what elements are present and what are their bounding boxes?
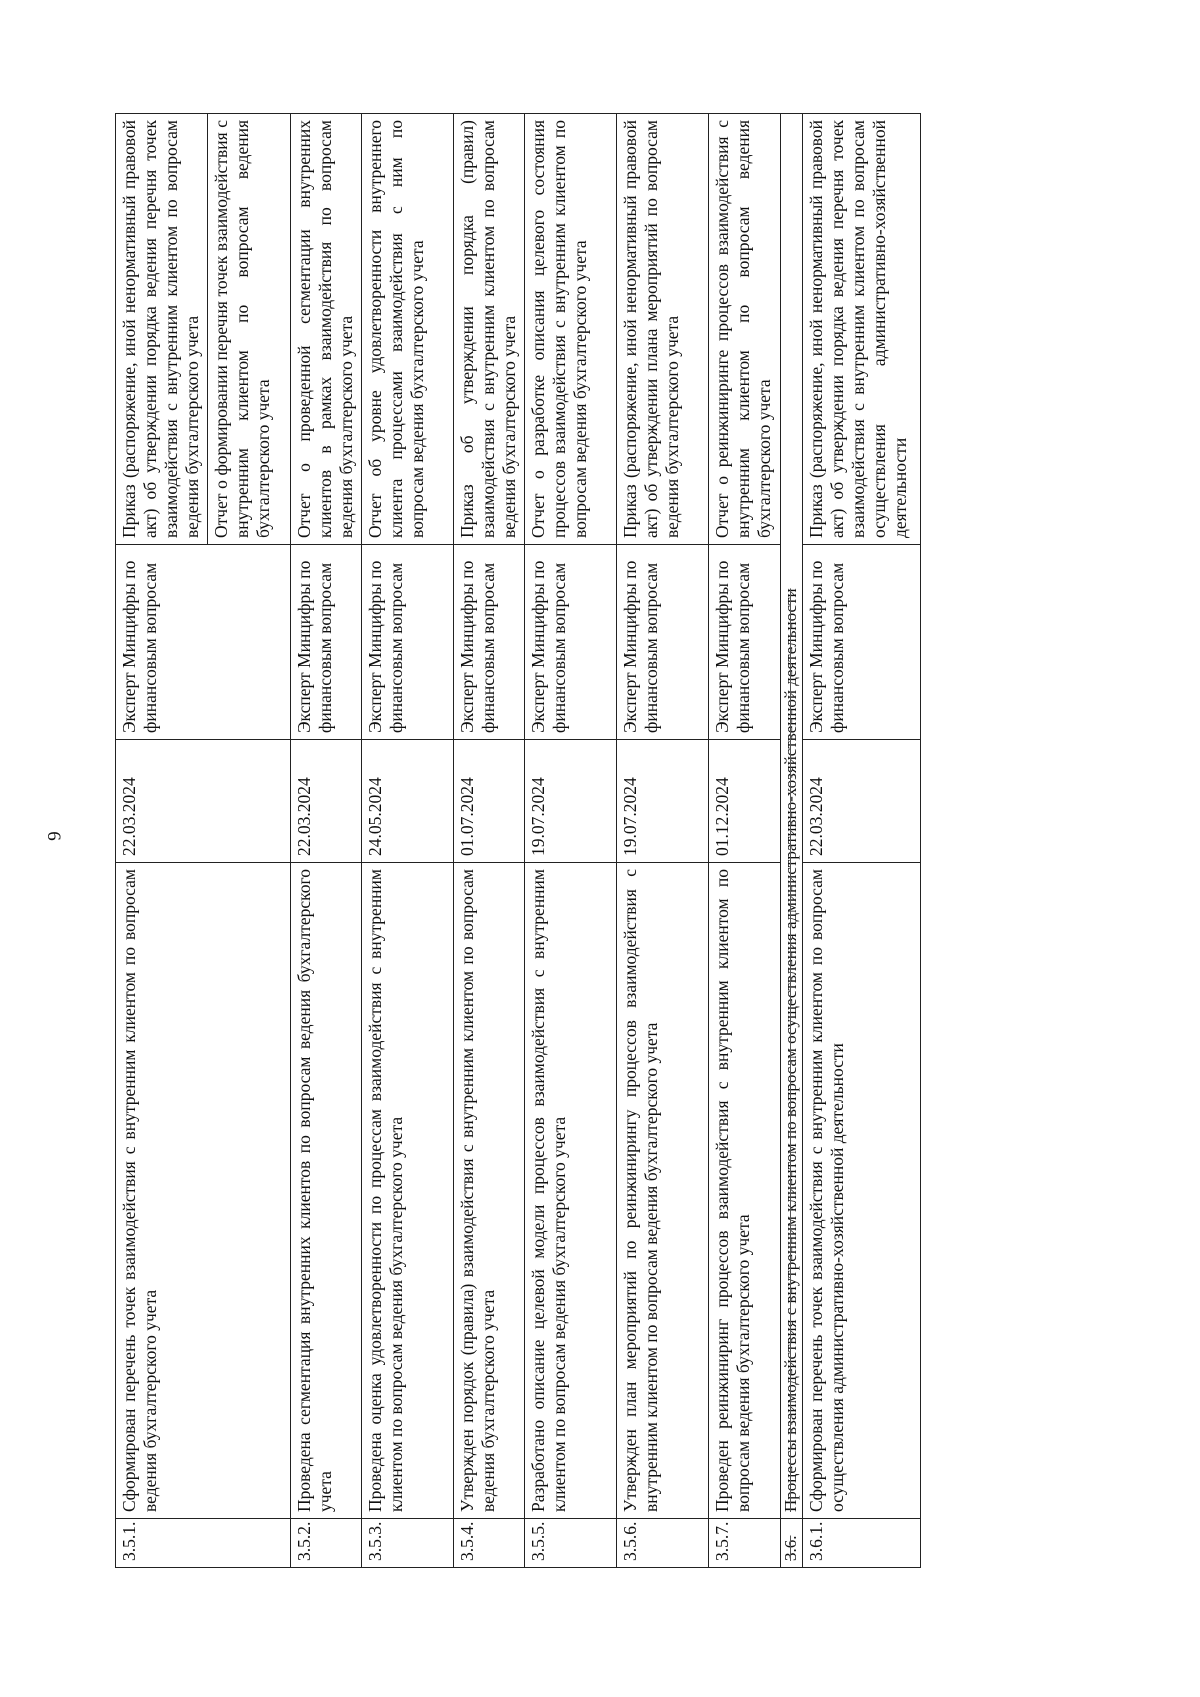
table-row (291, 114, 362, 1568)
row-number: 3.5.2. (291, 1519, 362, 1568)
task-description: Сформирован перечень точек взаимодействия с внутренним клиентом по вопросам ведения бухгалтерского учета (116, 863, 291, 1519)
task-description: Утвержден план мероприятий по реинжинирингу процессов взаимодействия с внутренним клиентом по вопросам ведения бухгалтерского учета (617, 863, 709, 1519)
executor: Эксперт Минцифры по финансовым вопросам (116, 545, 291, 740)
deadline-date: 19.07.2024 (525, 740, 617, 863)
deadline-date: 22.03.2024 (291, 740, 362, 863)
page-number: 6 (42, 831, 64, 841)
section-title: Процессы взаимодействия с внутренним клиентом по вопросам осуществления административно-хозяйственной деятельности (781, 114, 803, 1519)
result-text-secondary: Отчет о формировании перечня точек взаимодействия с внутренним клиентом по вопросам ведения бухгалтерского учета (207, 114, 274, 544)
deadline-date: 22.03.2024 (116, 740, 291, 863)
deadline-date: 19.07.2024 (617, 740, 709, 863)
deadline-date: 24.05.2024 (362, 740, 454, 863)
deadline-date: 22.03.2024 (803, 740, 921, 863)
row-number: 3.5.6. (617, 1519, 709, 1568)
row-number: 3.5.5. (525, 1519, 617, 1568)
table-row (454, 114, 525, 1568)
result-document: Отчет о разработке описания целевого состояния процессов взаимодействия с внутренним клиентом по вопросам ведения бухгалтерского учета (525, 114, 617, 545)
table-row (362, 114, 454, 1568)
result-document: Отчет о проведенной сегментации внутренних клиентов в рамках взаимодействия по вопросам ведения бухгалтерского учета (291, 114, 362, 545)
result-document: Отчет об уровне удовлетворенности внутреннего клиента процессами взаимодействия с ним по вопросам ведения бухгалтерского учета (362, 114, 454, 545)
executor: Эксперт Минцифры по финансовым вопросам (617, 545, 709, 740)
executor: Эксперт Минцифры по финансовым вопросам (454, 545, 525, 740)
executor: Эксперт Минцифры по финансовым вопросам (525, 545, 617, 740)
task-description: Проведен реинжиниринг процессов взаимодействия с внутренним клиентом по вопросам ведения бухгалтерского учета (709, 863, 781, 1519)
rotated-table-wrapper (115, 113, 975, 1568)
task-description: Разработано описание целевой модели процессов взаимодействия с внутренним клиентом по вопросам ведения бухгалтерского учета (525, 863, 617, 1519)
executor: Эксперт Минцифры по финансовым вопросам (803, 545, 921, 740)
plan-table (115, 113, 921, 1568)
result-text: Приказ (распоряжение, иной ненормативный правовой акт) об утверждении порядка ведения перечня точек взаимодействия с внутренним клиентом по вопросам ведения бухгалтерского учета (119, 120, 202, 538)
table-row (803, 114, 921, 1568)
table-row (525, 114, 617, 1568)
section-number: 3.6. (781, 1519, 803, 1568)
task-description: Утвержден порядок (правила) взаимодействия с внутренним клиентом по вопросам ведения бухгалтерского учета (454, 863, 525, 1519)
result-document (116, 114, 291, 545)
task-description: Проведена сегментация внутренних клиентов по вопросам ведения бухгалтерского учета (291, 863, 362, 1519)
result-document: Отчет о реинжиниринге процессов взаимодействия с внутренним клиентом по вопросам ведения бухгалтерского учета (709, 114, 781, 545)
row-number: 3.5.3. (362, 1519, 454, 1568)
section-row (781, 114, 803, 1568)
table-row (709, 114, 781, 1568)
table-row (116, 114, 291, 1568)
deadline-date: 01.12.2024 (709, 740, 781, 863)
result-document: Приказ (распоряжение, иной ненормативный правовой акт) об утверждении порядка ведения перечня точек взаимодействия с внутренним клиентом по вопросам осуществления административно-хозяйственной деятельности (803, 114, 921, 545)
row-number: 3.5.4. (454, 1519, 525, 1568)
row-number: 3.5.7. (709, 1519, 781, 1568)
row-number: 3.6.1. (803, 1519, 921, 1568)
executor: Эксперт Минцифры по финансовым вопросам (709, 545, 781, 740)
row-number: 3.5.1. (116, 1519, 291, 1568)
result-document: Приказ об утверждении порядка (правил) взаимодействия с внутренним клиентом по вопросам ведения бухгалтерского учета (454, 114, 525, 545)
executor: Эксперт Минцифры по финансовым вопросам (362, 545, 454, 740)
deadline-date: 01.07.2024 (454, 740, 525, 863)
executor: Эксперт Минцифры по финансовым вопросам (291, 545, 362, 740)
table-row (617, 114, 709, 1568)
task-description: Сформирован перечень точек взаимодействия с внутренним клиентом по вопросам осуществления административно-хозяйственной деятельности (803, 863, 921, 1519)
task-description: Проведена оценка удовлетворенности по процессам взаимодействия с внутренним клиентом по вопросам ведения бухгалтерского учета (362, 863, 454, 1519)
result-document: Приказ (распоряжение, иной ненормативный правовой акт) об утверждении плана мероприятий по вопросам ведения бухгалтерского учета (617, 114, 709, 545)
